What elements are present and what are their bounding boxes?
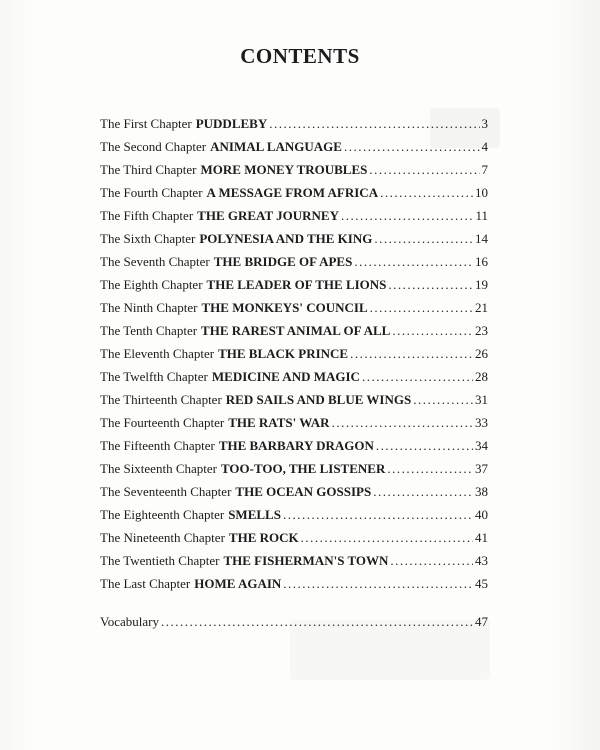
chapter-label: The Fifth Chapter: [100, 208, 194, 223]
dot-leader: [341, 204, 473, 227]
chapter-label: The Tenth Chapter: [100, 323, 198, 338]
chapter-title: TOO-TOO, THE LISTENER: [220, 461, 386, 476]
table-of-contents: [100, 112, 488, 633]
chapter-label: The Sixteenth Chapter: [100, 461, 217, 476]
page-number: 26: [475, 346, 488, 361]
page-number: 45: [475, 576, 488, 591]
toc-entry-15: [100, 434, 488, 457]
page-number: 23: [475, 323, 488, 338]
toc-entry-7: [100, 250, 488, 273]
chapter-title: THE FISHERMAN'S TOWN: [223, 553, 389, 568]
chapter-label: The Third Chapter: [100, 162, 197, 177]
chapter-label: The Eleventh Chapter: [100, 346, 215, 361]
page-number: 37: [475, 461, 488, 476]
page-number: 43: [475, 553, 488, 568]
dot-leader: [370, 296, 473, 319]
page-number: 40: [475, 507, 488, 522]
page-number: 33: [475, 415, 488, 430]
chapter-label: The Eighteenth Chapter: [100, 507, 225, 522]
chapter-title: ANIMAL LANGUAGE: [210, 139, 342, 154]
chapter-title: SMELLS: [228, 507, 281, 522]
chapter-label: The Eighth Chapter: [100, 277, 203, 292]
toc-entry-14: [100, 411, 488, 434]
chapter-title: THE LEADER OF THE LIONS: [206, 277, 387, 292]
toc-entry-1: [100, 112, 488, 135]
chapter-title: THE RAREST ANIMAL OF ALL: [201, 323, 391, 338]
page-number: 19: [475, 277, 488, 292]
dot-leader: [373, 480, 473, 503]
toc-entry-6: [100, 227, 488, 250]
chapter-label: The Ninth Chapter: [100, 300, 198, 315]
chapter-label: The Fourteenth Chapter: [100, 415, 225, 430]
dot-leader: [376, 434, 473, 457]
page-number: 16: [475, 254, 488, 269]
dot-leader: [350, 342, 473, 365]
dot-leader: [283, 572, 473, 595]
chapter-label: The First Chapter: [100, 116, 192, 131]
chapter-label: The Sixth Chapter: [100, 231, 196, 246]
toc-entry-9: [100, 296, 488, 319]
chapter-label: The Twelfth Chapter: [100, 369, 208, 384]
toc-entry-8: [100, 273, 488, 296]
toc-entry-13: [100, 388, 488, 411]
toc-entry-12: [100, 365, 488, 388]
page-number: 14: [475, 231, 488, 246]
dot-leader: [387, 457, 473, 480]
dot-leader: [392, 319, 473, 342]
dot-leader: [374, 227, 473, 250]
chapter-title: A MESSAGE FROM AFRICA: [206, 185, 379, 200]
chapter-label: The Thirteenth Chapter: [100, 392, 222, 407]
page-number: 31: [475, 392, 488, 407]
dot-leader: [369, 158, 479, 181]
page-title: CONTENTS: [240, 44, 360, 68]
toc-entry-20: [100, 549, 488, 572]
chapter-title: THE BARBARY DRAGON: [218, 438, 374, 453]
dot-leader: [344, 135, 480, 158]
chapter-label: The Fourth Chapter: [100, 185, 203, 200]
dot-leader: [283, 503, 473, 526]
chapter-title: POLYNESIA AND THE KING: [199, 231, 373, 246]
toc-entry-2: [100, 135, 488, 158]
dot-leader: [161, 610, 473, 633]
dot-leader: [390, 549, 473, 572]
page-number: 28: [475, 369, 488, 384]
page-number: 11: [475, 208, 488, 223]
dot-leader: [362, 365, 473, 388]
page-number: 7: [481, 162, 488, 177]
toc-entry-5: [100, 204, 488, 227]
section-gap: [100, 595, 488, 610]
chapter-title: RED SAILS AND BLUE WINGS: [225, 392, 412, 407]
vocabulary-label: Vocabulary: [100, 614, 159, 629]
dot-leader: [388, 273, 473, 296]
dot-leader: [413, 388, 473, 411]
chapter-title: THE ROCK: [228, 530, 299, 545]
toc-entry-11: [100, 342, 488, 365]
toc-entry-17: [100, 480, 488, 503]
toc-entry-4: [100, 181, 488, 204]
chapter-title: THE MONKEYS' COUNCIL: [201, 300, 368, 315]
chapter-title: THE GREAT JOURNEY: [197, 208, 339, 223]
chapter-title: MORE MONEY TROUBLES: [200, 162, 368, 177]
chapter-title: THE BRIDGE OF APES: [213, 254, 353, 269]
dot-leader: [332, 411, 473, 434]
chapter-label: The Seventeenth Chapter: [100, 484, 232, 499]
chapter-label: The Last Chapter: [100, 576, 191, 591]
toc-entry-18: [100, 503, 488, 526]
toc-entry-3: [100, 158, 488, 181]
page-number: 34: [475, 438, 488, 453]
chapter-label: The Nineteenth Chapter: [100, 530, 225, 545]
chapter-title: THE RATS' WAR: [228, 415, 330, 430]
page-number: 38: [475, 484, 488, 499]
toc-entry-19: [100, 526, 488, 549]
chapter-label: The Seventh Chapter: [100, 254, 210, 269]
toc-entry-10: [100, 319, 488, 342]
page-number: 47: [475, 614, 488, 629]
dot-leader: [269, 112, 479, 135]
dot-leader: [301, 526, 473, 549]
toc-entry-16: [100, 457, 488, 480]
toc-entry-21: [100, 572, 488, 595]
dot-leader: [354, 250, 473, 273]
page-number: 4: [481, 139, 488, 154]
chapter-title: THE OCEAN GOSSIPS: [235, 484, 372, 499]
page-number: 21: [475, 300, 488, 315]
chapter-label: The Second Chapter: [100, 139, 207, 154]
dot-leader: [380, 181, 473, 204]
toc-entry-vocabulary: [100, 610, 488, 633]
chapter-title: HOME AGAIN: [194, 576, 282, 591]
chapter-label: The Fifteenth Chapter: [100, 438, 215, 453]
page-number: 3: [481, 116, 488, 131]
chapter-title: PUDDLEBY: [195, 116, 268, 131]
chapter-title: THE BLACK PRINCE: [218, 346, 349, 361]
page-number: 41: [475, 530, 488, 545]
chapter-label: The Twentieth Chapter: [100, 553, 220, 568]
chapter-title: MEDICINE AND MAGIC: [211, 369, 360, 384]
page-number: 10: [475, 185, 488, 200]
